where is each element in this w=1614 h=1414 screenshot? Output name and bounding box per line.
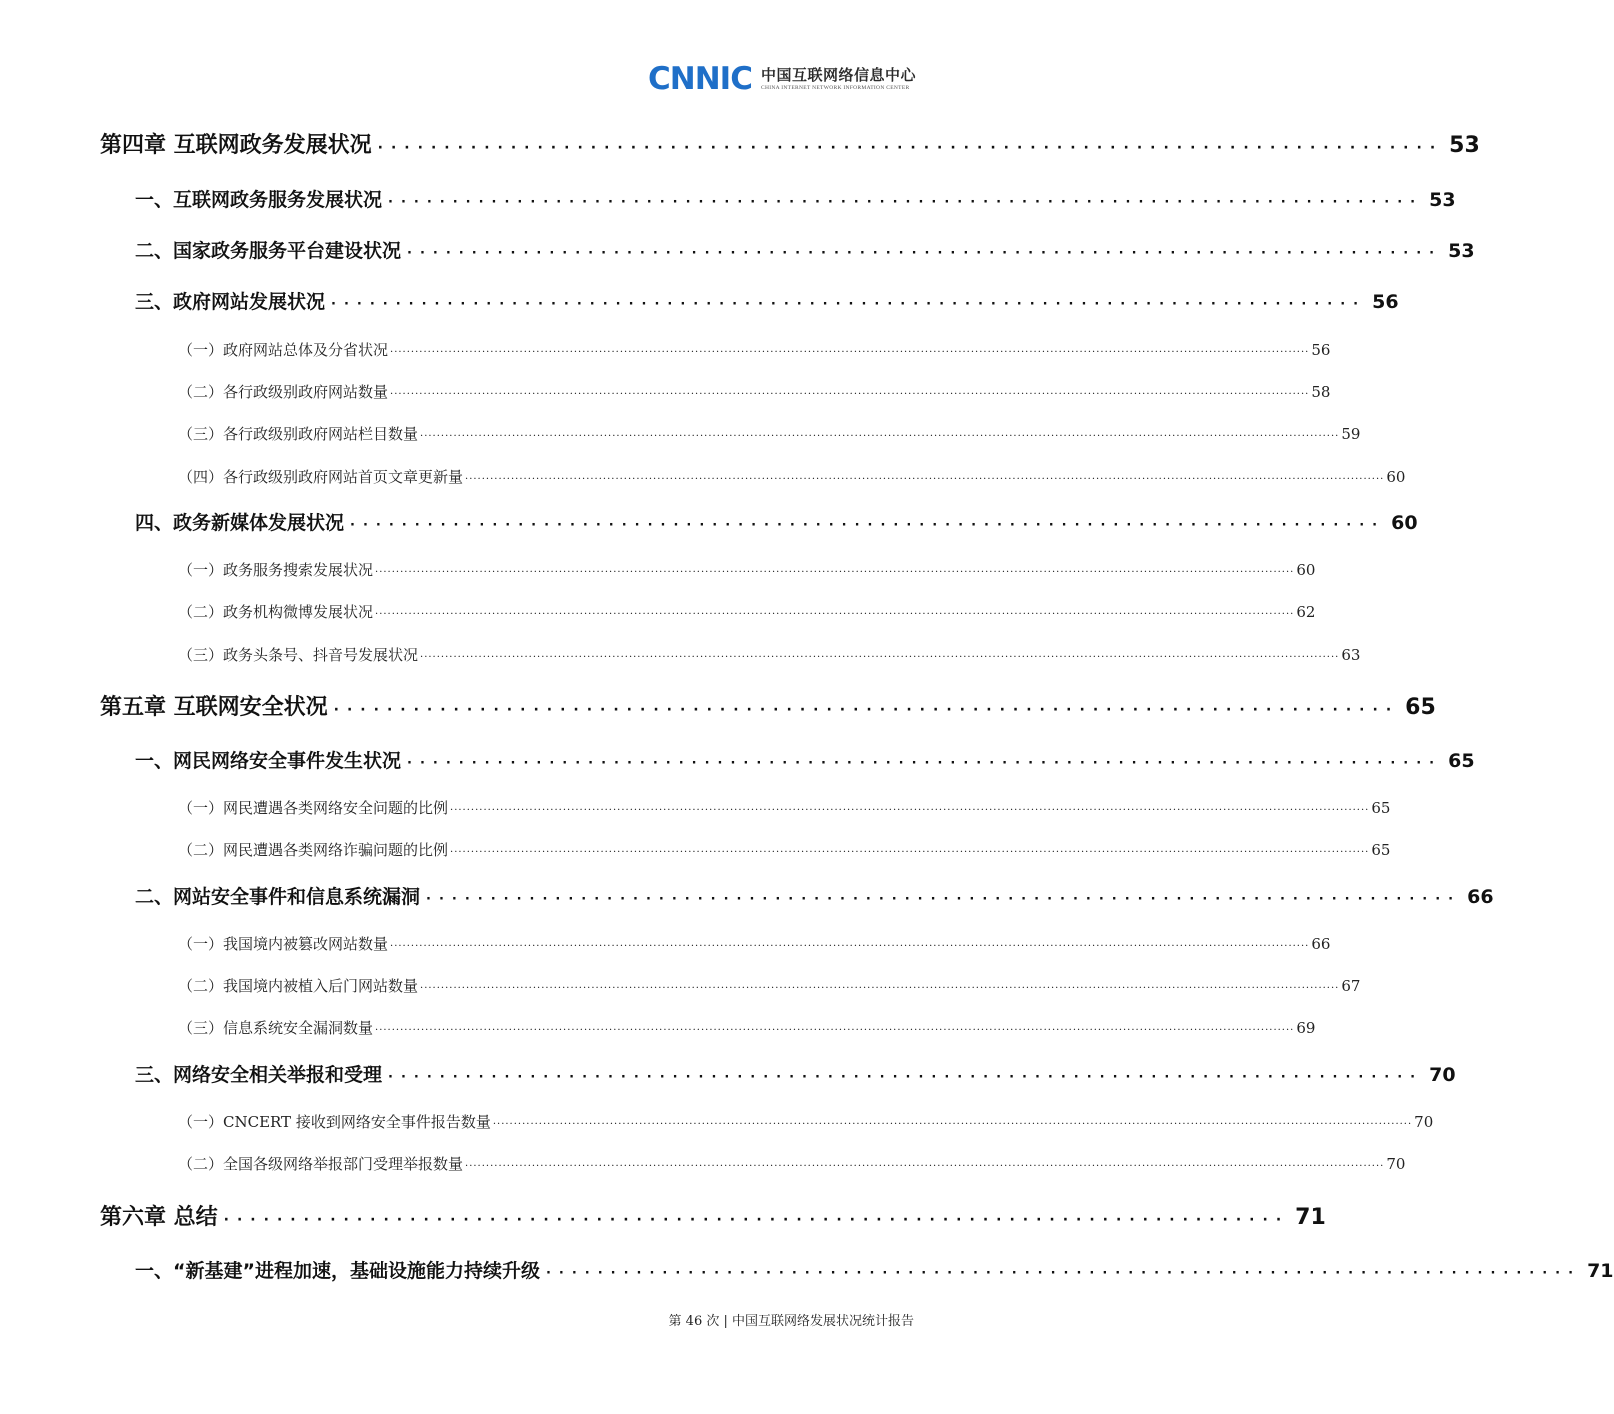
toc-entry-level-2[interactable] — [135, 1060, 1456, 1087]
toc-entry-page: 70 — [1414, 1113, 1434, 1131]
toc-entry-page: 65 — [1371, 799, 1391, 817]
toc-leader-dots: ···························································································································································································································· — [420, 431, 1340, 442]
toc-entry-title: （二）全国各级网络举报部门受理举报数量 — [178, 1155, 464, 1173]
toc-leader-dots: ···························································································································································································································· — [390, 941, 1310, 952]
page-footer: 第 46 次 | 中国互联网络发展状况统计报告 — [668, 1314, 914, 1329]
toc-entry-level-2[interactable] — [135, 287, 1399, 314]
toc-entry-page: 70 — [1386, 1155, 1406, 1173]
toc-entry-title: （二）我国境内被植入后门网站数量 — [178, 977, 419, 995]
toc-leader-dots: ················································································ — [407, 756, 1443, 771]
toc-leader-dots: ···························································································································································································································· — [420, 652, 1340, 663]
toc-entry-level-3[interactable] — [178, 975, 1361, 996]
toc-leader-dots: ················································································ — [407, 246, 1443, 261]
toc-entry-title: （一）政务服务搜索发展状况 — [178, 561, 374, 579]
toc-entry-page: 70 — [1429, 1064, 1456, 1086]
toc-leader-dots: ···························································································································································································································· — [375, 1025, 1295, 1036]
toc-entry-page: 56 — [1372, 291, 1399, 313]
toc-leader-dots: ···························································································································································································································· — [375, 609, 1295, 620]
toc-leader-dots: ···························································································································································································································· — [390, 347, 1310, 358]
toc-entry-level-1[interactable] — [100, 128, 1480, 159]
toc-leader-dots: ···························································································································································································································· — [390, 389, 1310, 400]
toc-entry-level-2[interactable] — [135, 236, 1475, 263]
toc-entry-title: （三）各行政级别政府网站栏目数量 — [178, 425, 419, 443]
toc-entry-level-2[interactable] — [135, 185, 1456, 212]
toc-entry-title: 一、网民网络安全事件发生状况 — [135, 750, 402, 772]
toc-entry-title: （三）信息系统安全漏洞数量 — [178, 1019, 374, 1037]
toc-leader-dots: ················································································ — [331, 297, 1367, 312]
toc-entry-page: 65 — [1371, 841, 1391, 859]
toc-leader-dots: ···························································································································································································································· — [465, 1161, 1385, 1172]
toc-entry-page: 66 — [1311, 935, 1331, 953]
toc-entry-title: 二、网站安全事件和信息系统漏洞 — [135, 886, 421, 908]
toc-entry-level-2[interactable] — [135, 508, 1418, 535]
toc-entry-title: 一、互联网政务服务发展状况 — [135, 189, 383, 211]
toc-entry-page: 60 — [1386, 468, 1406, 486]
toc-entry-level-3[interactable] — [178, 839, 1391, 860]
logo-text — [761, 67, 916, 92]
toc-entry-page: 59 — [1341, 425, 1361, 443]
toc-leader-dots: ···························································································································································································································· — [492, 1119, 1413, 1130]
toc-entry-level-3[interactable] — [178, 601, 1316, 622]
toc-entry-level-3[interactable] — [178, 933, 1331, 954]
toc-entry-title: 二、国家政务服务平台建设状况 — [135, 240, 402, 262]
toc-entry-page: 71 — [1587, 1260, 1614, 1282]
toc-entry-level-3[interactable] — [178, 559, 1316, 580]
logo-mark: CNNIC — [648, 61, 752, 97]
toc-entry-level-3[interactable] — [178, 1153, 1406, 1174]
toc-entry-title: 第六章 总结 — [100, 1205, 218, 1230]
toc-entry-page: 62 — [1296, 603, 1316, 621]
toc-entry-page: 69 — [1296, 1019, 1316, 1037]
toc-entry-level-3[interactable] — [178, 423, 1361, 444]
toc-entry-level-3[interactable] — [178, 466, 1406, 487]
toc-leader-dots: ················································································ — [333, 702, 1400, 718]
toc-entry-page: 65 — [1405, 695, 1436, 720]
toc-entry-level-1[interactable] — [100, 1200, 1326, 1231]
toc-entry-title: 四、政务新媒体发展状况 — [135, 512, 345, 534]
toc-entry-title: 第五章 互联网安全状况 — [100, 695, 328, 720]
toc-entry-level-2[interactable] — [135, 882, 1494, 909]
toc-entry-page: 56 — [1311, 341, 1331, 359]
logo-en: CHINA INTERNET NETWORK INFORMATION CENTER — [760, 85, 910, 91]
toc-entry-level-1[interactable] — [100, 690, 1436, 721]
toc-entry-level-3[interactable] — [178, 381, 1331, 402]
toc-leader-dots: ················································································ — [545, 1266, 1582, 1281]
logo-cn: 中国互联网络信息中心 — [760, 66, 916, 84]
toc-entry-level-2[interactable] — [135, 746, 1475, 773]
toc-entry-page: 60 — [1391, 512, 1418, 534]
toc-entry-title: （一）我国境内被篡改网站数量 — [178, 935, 389, 953]
toc-leader-dots: ················································································ — [388, 1070, 1424, 1085]
toc-entry-title: （二）网民遭遇各类网络诈骗问题的比例 — [178, 841, 449, 859]
toc-entry-title: （二）政务机构微博发展状况 — [178, 603, 374, 621]
toc-leader-dots: ················································································ — [426, 892, 1462, 907]
toc-entry-level-3[interactable] — [178, 1017, 1316, 1038]
toc-entry-level-3[interactable] — [178, 339, 1331, 360]
toc-leader-dots: ················································································ — [223, 1212, 1290, 1228]
toc-entry-page: 58 — [1311, 383, 1331, 401]
toc-entry-title: 三、政府网站发展状况 — [135, 291, 326, 313]
toc-entry-title: 三、网络安全相关举报和受理 — [135, 1064, 383, 1086]
toc-entry-page: 53 — [1429, 189, 1456, 211]
toc-entry-title: （二）各行政级别政府网站数量 — [178, 383, 389, 401]
toc-leader-dots: ···························································································································································································································· — [420, 983, 1340, 994]
toc-entry-page: 53 — [1448, 240, 1475, 262]
toc-entry-page: 65 — [1448, 750, 1475, 772]
toc-leader-dots: ················································································ — [377, 140, 1444, 156]
toc-entry-page: 63 — [1341, 646, 1361, 664]
cnnic-logo — [648, 61, 916, 97]
toc-entry-title: （一）网民遭遇各类网络安全问题的比例 — [178, 799, 449, 817]
toc-entry-level-3[interactable] — [178, 797, 1391, 818]
toc-entry-page: 71 — [1295, 1205, 1326, 1230]
toc-entry-level-3[interactable] — [178, 1111, 1434, 1132]
toc-leader-dots: ···························································································································································································································· — [465, 474, 1385, 485]
toc-entry-level-3[interactable] — [178, 644, 1361, 665]
toc-entry-title: （一）CNCERT 接收到网络安全事件报告数量 — [178, 1113, 491, 1131]
toc-entry-page: 60 — [1296, 561, 1316, 579]
toc-entry-title: （四）各行政级别政府网站首页文章更新量 — [178, 468, 464, 486]
toc-entry-page: 66 — [1467, 886, 1494, 908]
toc-entry-page: 67 — [1341, 977, 1361, 995]
toc-entry-title: （三）政务头条号、抖音号发展状况 — [178, 646, 419, 664]
toc-entry-page: 53 — [1449, 133, 1480, 158]
toc-leader-dots: ···························································································································································································································· — [450, 847, 1370, 858]
toc-leader-dots: ················································································ — [388, 195, 1424, 210]
toc-leader-dots: ···························································································································································································································· — [450, 805, 1370, 816]
toc-entry-title: （一）政府网站总体及分省状况 — [178, 341, 389, 359]
toc-entry-level-2[interactable] — [135, 1256, 1614, 1283]
toc-entry-title: 一、“新基建”进程加速，基础设施能力持续升级 — [135, 1260, 540, 1282]
toc-entry-title: 第四章 互联网政务发展状况 — [100, 133, 372, 158]
toc-leader-dots: ················································································ — [350, 518, 1386, 533]
toc-leader-dots: ···························································································································································································································· — [375, 567, 1295, 578]
